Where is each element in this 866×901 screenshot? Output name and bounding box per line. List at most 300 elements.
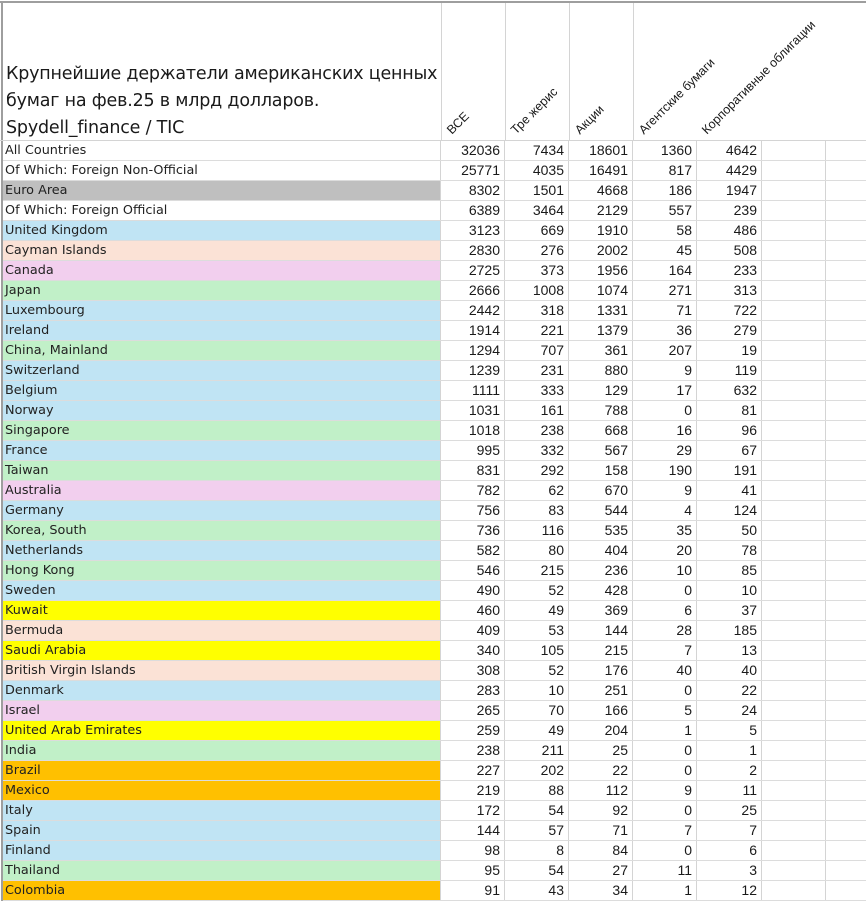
empty-cell[interactable] bbox=[826, 381, 866, 400]
treasuries-value-cell[interactable]: 292 bbox=[505, 461, 569, 480]
treasuries-value-cell[interactable]: 7434 bbox=[505, 141, 569, 160]
empty-cell[interactable] bbox=[762, 661, 826, 680]
stocks-value-cell[interactable]: 251 bbox=[569, 681, 633, 700]
empty-cell[interactable] bbox=[762, 741, 826, 760]
corporate-value-cell[interactable]: 50 bbox=[697, 521, 762, 540]
all-value-cell[interactable]: 283 bbox=[441, 681, 505, 700]
agency-value-cell[interactable]: 58 bbox=[633, 221, 697, 240]
empty-cell[interactable] bbox=[762, 721, 826, 740]
empty-cell[interactable] bbox=[762, 241, 826, 260]
table-title[interactable]: Крупнейшие держатели американских ценных бумаг на фев.25 в млрд долларов. Spydell_finance / TIC bbox=[6, 64, 438, 138]
stocks-value-cell[interactable]: 404 bbox=[569, 541, 633, 560]
treasuries-value-cell[interactable]: 215 bbox=[505, 561, 569, 580]
empty-cell[interactable] bbox=[826, 821, 866, 840]
all-value-cell[interactable]: 340 bbox=[441, 641, 505, 660]
empty-cell[interactable] bbox=[762, 481, 826, 500]
treasuries-value-cell[interactable]: 10 bbox=[505, 681, 569, 700]
stocks-value-cell[interactable]: 92 bbox=[569, 801, 633, 820]
stocks-value-cell[interactable]: 1331 bbox=[569, 301, 633, 320]
all-value-cell[interactable]: 8302 bbox=[441, 181, 505, 200]
country-name-cell[interactable]: Thailand bbox=[3, 861, 441, 880]
all-value-cell[interactable]: 1294 bbox=[441, 341, 505, 360]
empty-cell[interactable] bbox=[762, 201, 826, 220]
stocks-value-cell[interactable]: 166 bbox=[569, 701, 633, 720]
header-cell-corporate[interactable] bbox=[697, 3, 819, 141]
empty-cell[interactable] bbox=[826, 741, 866, 760]
empty-cell[interactable] bbox=[762, 761, 826, 780]
stocks-value-cell[interactable]: 144 bbox=[569, 621, 633, 640]
agency-value-cell[interactable]: 17 bbox=[633, 381, 697, 400]
corporate-value-cell[interactable]: 40 bbox=[697, 661, 762, 680]
all-value-cell[interactable]: 95 bbox=[441, 861, 505, 880]
country-name-cell[interactable]: Finland bbox=[3, 841, 441, 860]
country-name-cell[interactable]: Sweden bbox=[3, 581, 441, 600]
empty-cell[interactable] bbox=[826, 841, 866, 860]
all-value-cell[interactable]: 409 bbox=[441, 621, 505, 640]
empty-cell[interactable] bbox=[762, 541, 826, 560]
all-value-cell[interactable]: 219 bbox=[441, 781, 505, 800]
stocks-value-cell[interactable]: 1956 bbox=[569, 261, 633, 280]
all-value-cell[interactable]: 238 bbox=[441, 741, 505, 760]
empty-cell[interactable] bbox=[826, 701, 866, 720]
agency-value-cell[interactable]: 0 bbox=[633, 681, 697, 700]
country-name-cell[interactable]: Denmark bbox=[3, 681, 441, 700]
corporate-value-cell[interactable]: 632 bbox=[697, 381, 762, 400]
empty-cell[interactable] bbox=[762, 801, 826, 820]
empty-cell[interactable] bbox=[762, 521, 826, 540]
corporate-value-cell[interactable]: 4429 bbox=[697, 161, 762, 180]
agency-value-cell[interactable]: 16 bbox=[633, 421, 697, 440]
treasuries-value-cell[interactable]: 8 bbox=[505, 841, 569, 860]
stocks-value-cell[interactable]: 84 bbox=[569, 841, 633, 860]
corporate-value-cell[interactable]: 67 bbox=[697, 441, 762, 460]
all-value-cell[interactable]: 172 bbox=[441, 801, 505, 820]
empty-cell[interactable] bbox=[826, 641, 866, 660]
all-value-cell[interactable]: 1018 bbox=[441, 421, 505, 440]
empty-cell[interactable] bbox=[762, 181, 826, 200]
treasuries-value-cell[interactable]: 3464 bbox=[505, 201, 569, 220]
empty-cell[interactable] bbox=[826, 221, 866, 240]
country-name-cell[interactable]: Hong Kong bbox=[3, 561, 441, 580]
empty-cell[interactable] bbox=[826, 301, 866, 320]
treasuries-value-cell[interactable]: 332 bbox=[505, 441, 569, 460]
treasuries-value-cell[interactable]: 707 bbox=[505, 341, 569, 360]
empty-cell[interactable] bbox=[762, 641, 826, 660]
agency-value-cell[interactable]: 7 bbox=[633, 821, 697, 840]
empty-cell[interactable] bbox=[826, 601, 866, 620]
corporate-value-cell[interactable]: 1 bbox=[697, 741, 762, 760]
country-name-cell[interactable]: Ireland bbox=[3, 321, 441, 340]
treasuries-value-cell[interactable]: 4035 bbox=[505, 161, 569, 180]
country-name-cell[interactable]: Of Which: Foreign Non-Official bbox=[3, 161, 441, 180]
treasuries-value-cell[interactable]: 1501 bbox=[505, 181, 569, 200]
empty-cell[interactable] bbox=[762, 681, 826, 700]
stocks-value-cell[interactable]: 215 bbox=[569, 641, 633, 660]
empty-cell[interactable] bbox=[762, 321, 826, 340]
corporate-value-cell[interactable]: 4642 bbox=[697, 141, 762, 160]
all-value-cell[interactable]: 227 bbox=[441, 761, 505, 780]
all-value-cell[interactable]: 831 bbox=[441, 461, 505, 480]
empty-cell[interactable] bbox=[826, 781, 866, 800]
stocks-value-cell[interactable]: 1910 bbox=[569, 221, 633, 240]
stocks-value-cell[interactable]: 369 bbox=[569, 601, 633, 620]
corporate-value-cell[interactable]: 3 bbox=[697, 861, 762, 880]
all-value-cell[interactable]: 2830 bbox=[441, 241, 505, 260]
treasuries-value-cell[interactable]: 54 bbox=[505, 861, 569, 880]
all-value-cell[interactable]: 2442 bbox=[441, 301, 505, 320]
treasuries-value-cell[interactable]: 211 bbox=[505, 741, 569, 760]
all-value-cell[interactable]: 756 bbox=[441, 501, 505, 520]
agency-value-cell[interactable]: 36 bbox=[633, 321, 697, 340]
treasuries-value-cell[interactable]: 54 bbox=[505, 801, 569, 820]
all-value-cell[interactable]: 460 bbox=[441, 601, 505, 620]
corporate-value-cell[interactable]: 6 bbox=[697, 841, 762, 860]
stocks-value-cell[interactable]: 16491 bbox=[569, 161, 633, 180]
empty-cell[interactable] bbox=[762, 821, 826, 840]
empty-cell[interactable] bbox=[762, 141, 826, 160]
agency-value-cell[interactable]: 164 bbox=[633, 261, 697, 280]
stocks-value-cell[interactable]: 22 bbox=[569, 761, 633, 780]
all-value-cell[interactable]: 1111 bbox=[441, 381, 505, 400]
country-name-cell[interactable]: Bermuda bbox=[3, 621, 441, 640]
agency-value-cell[interactable]: 11 bbox=[633, 861, 697, 880]
empty-cell[interactable] bbox=[826, 141, 866, 160]
country-name-cell[interactable]: All Countries bbox=[3, 141, 441, 160]
empty-cell[interactable] bbox=[826, 401, 866, 420]
agency-value-cell[interactable]: 817 bbox=[633, 161, 697, 180]
empty-cell[interactable] bbox=[762, 781, 826, 800]
corporate-value-cell[interactable]: 1947 bbox=[697, 181, 762, 200]
empty-cell[interactable] bbox=[762, 301, 826, 320]
stocks-value-cell[interactable]: 4668 bbox=[569, 181, 633, 200]
country-name-cell[interactable]: Canada bbox=[3, 261, 441, 280]
corporate-value-cell[interactable]: 22 bbox=[697, 681, 762, 700]
corporate-value-cell[interactable]: 2 bbox=[697, 761, 762, 780]
empty-cell[interactable] bbox=[826, 261, 866, 280]
stocks-value-cell[interactable]: 27 bbox=[569, 861, 633, 880]
header-cell-treasuries[interactable] bbox=[505, 3, 570, 141]
corporate-value-cell[interactable]: 11 bbox=[697, 781, 762, 800]
corporate-value-cell[interactable]: 191 bbox=[697, 461, 762, 480]
treasuries-value-cell[interactable]: 62 bbox=[505, 481, 569, 500]
agency-value-cell[interactable]: 0 bbox=[633, 741, 697, 760]
corporate-value-cell[interactable]: 124 bbox=[697, 501, 762, 520]
country-name-cell[interactable]: Taiwan bbox=[3, 461, 441, 480]
stocks-value-cell[interactable]: 567 bbox=[569, 441, 633, 460]
country-name-cell[interactable]: Italy bbox=[3, 801, 441, 820]
treasuries-value-cell[interactable]: 52 bbox=[505, 661, 569, 680]
treasuries-value-cell[interactable]: 318 bbox=[505, 301, 569, 320]
agency-value-cell[interactable]: 190 bbox=[633, 461, 697, 480]
treasuries-value-cell[interactable]: 49 bbox=[505, 601, 569, 620]
agency-value-cell[interactable]: 45 bbox=[633, 241, 697, 260]
empty-cell[interactable] bbox=[826, 201, 866, 220]
stocks-value-cell[interactable]: 158 bbox=[569, 461, 633, 480]
empty-cell[interactable] bbox=[826, 281, 866, 300]
empty-cell[interactable] bbox=[762, 881, 826, 900]
treasuries-value-cell[interactable]: 80 bbox=[505, 541, 569, 560]
all-value-cell[interactable]: 98 bbox=[441, 841, 505, 860]
empty-cell[interactable] bbox=[826, 761, 866, 780]
all-value-cell[interactable]: 91 bbox=[441, 881, 505, 900]
agency-value-cell[interactable]: 557 bbox=[633, 201, 697, 220]
corporate-value-cell[interactable]: 10 bbox=[697, 581, 762, 600]
agency-value-cell[interactable]: 0 bbox=[633, 841, 697, 860]
treasuries-value-cell[interactable]: 57 bbox=[505, 821, 569, 840]
country-name-cell[interactable]: Cayman Islands bbox=[3, 241, 441, 260]
country-name-cell[interactable]: United Kingdom bbox=[3, 221, 441, 240]
all-value-cell[interactable]: 1239 bbox=[441, 361, 505, 380]
stocks-value-cell[interactable]: 129 bbox=[569, 381, 633, 400]
corporate-value-cell[interactable]: 37 bbox=[697, 601, 762, 620]
corporate-value-cell[interactable]: 13 bbox=[697, 641, 762, 660]
empty-cell[interactable] bbox=[762, 621, 826, 640]
treasuries-value-cell[interactable]: 105 bbox=[505, 641, 569, 660]
country-name-cell[interactable]: Spain bbox=[3, 821, 441, 840]
empty-cell[interactable] bbox=[826, 341, 866, 360]
corporate-value-cell[interactable]: 313 bbox=[697, 281, 762, 300]
corporate-value-cell[interactable]: 19 bbox=[697, 341, 762, 360]
treasuries-value-cell[interactable]: 53 bbox=[505, 621, 569, 640]
empty-cell[interactable] bbox=[826, 161, 866, 180]
agency-value-cell[interactable]: 29 bbox=[633, 441, 697, 460]
corporate-value-cell[interactable]: 7 bbox=[697, 821, 762, 840]
stocks-value-cell[interactable]: 25 bbox=[569, 741, 633, 760]
country-name-cell[interactable]: France bbox=[3, 441, 441, 460]
country-name-cell[interactable]: Kuwait bbox=[3, 601, 441, 620]
corporate-value-cell[interactable]: 279 bbox=[697, 321, 762, 340]
empty-cell[interactable] bbox=[762, 221, 826, 240]
country-name-cell[interactable]: Germany bbox=[3, 501, 441, 520]
country-name-cell[interactable]: Netherlands bbox=[3, 541, 441, 560]
empty-cell[interactable] bbox=[826, 461, 866, 480]
corporate-value-cell[interactable]: 119 bbox=[697, 361, 762, 380]
treasuries-value-cell[interactable]: 1008 bbox=[505, 281, 569, 300]
empty-cell[interactable] bbox=[826, 861, 866, 880]
all-value-cell[interactable]: 490 bbox=[441, 581, 505, 600]
treasuries-value-cell[interactable]: 276 bbox=[505, 241, 569, 260]
country-name-cell[interactable]: Australia bbox=[3, 481, 441, 500]
empty-cell[interactable] bbox=[762, 581, 826, 600]
all-value-cell[interactable]: 25771 bbox=[441, 161, 505, 180]
all-value-cell[interactable]: 995 bbox=[441, 441, 505, 460]
treasuries-value-cell[interactable]: 333 bbox=[505, 381, 569, 400]
treasuries-value-cell[interactable]: 238 bbox=[505, 421, 569, 440]
all-value-cell[interactable]: 736 bbox=[441, 521, 505, 540]
country-name-cell[interactable]: Belgium bbox=[3, 381, 441, 400]
corporate-value-cell[interactable]: 5 bbox=[697, 721, 762, 740]
agency-value-cell[interactable]: 40 bbox=[633, 661, 697, 680]
all-value-cell[interactable]: 32036 bbox=[441, 141, 505, 160]
country-name-cell[interactable]: Mexico bbox=[3, 781, 441, 800]
agency-value-cell[interactable]: 0 bbox=[633, 761, 697, 780]
agency-value-cell[interactable]: 1 bbox=[633, 721, 697, 740]
corporate-value-cell[interactable]: 722 bbox=[697, 301, 762, 320]
treasuries-value-cell[interactable]: 231 bbox=[505, 361, 569, 380]
stocks-value-cell[interactable]: 670 bbox=[569, 481, 633, 500]
empty-cell[interactable] bbox=[826, 581, 866, 600]
header-cell-stocks[interactable] bbox=[569, 3, 634, 141]
header-cell-all[interactable] bbox=[441, 3, 506, 141]
agency-value-cell[interactable]: 0 bbox=[633, 801, 697, 820]
treasuries-value-cell[interactable]: 161 bbox=[505, 401, 569, 420]
stocks-value-cell[interactable]: 236 bbox=[569, 561, 633, 580]
agency-value-cell[interactable]: 71 bbox=[633, 301, 697, 320]
agency-value-cell[interactable]: 9 bbox=[633, 361, 697, 380]
country-name-cell[interactable]: Euro Area bbox=[3, 181, 441, 200]
corporate-value-cell[interactable]: 85 bbox=[697, 561, 762, 580]
all-value-cell[interactable]: 1914 bbox=[441, 321, 505, 340]
treasuries-value-cell[interactable]: 116 bbox=[505, 521, 569, 540]
stocks-value-cell[interactable]: 18601 bbox=[569, 141, 633, 160]
agency-value-cell[interactable]: 9 bbox=[633, 781, 697, 800]
country-name-cell[interactable]: Brazil bbox=[3, 761, 441, 780]
agency-value-cell[interactable]: 10 bbox=[633, 561, 697, 580]
corporate-value-cell[interactable]: 185 bbox=[697, 621, 762, 640]
treasuries-value-cell[interactable]: 70 bbox=[505, 701, 569, 720]
empty-cell[interactable] bbox=[762, 261, 826, 280]
agency-value-cell[interactable]: 207 bbox=[633, 341, 697, 360]
empty-cell[interactable] bbox=[762, 441, 826, 460]
treasuries-value-cell[interactable]: 83 bbox=[505, 501, 569, 520]
stocks-value-cell[interactable]: 1379 bbox=[569, 321, 633, 340]
stocks-value-cell[interactable]: 535 bbox=[569, 521, 633, 540]
all-value-cell[interactable]: 308 bbox=[441, 661, 505, 680]
empty-cell[interactable] bbox=[826, 721, 866, 740]
stocks-value-cell[interactable]: 1074 bbox=[569, 281, 633, 300]
agency-value-cell[interactable]: 5 bbox=[633, 701, 697, 720]
corporate-value-cell[interactable]: 78 bbox=[697, 541, 762, 560]
agency-value-cell[interactable]: 7 bbox=[633, 641, 697, 660]
all-value-cell[interactable]: 3123 bbox=[441, 221, 505, 240]
corporate-value-cell[interactable]: 41 bbox=[697, 481, 762, 500]
country-name-cell[interactable]: Saudi Arabia bbox=[3, 641, 441, 660]
country-name-cell[interactable]: British Virgin Islands bbox=[3, 661, 441, 680]
corporate-value-cell[interactable]: 81 bbox=[697, 401, 762, 420]
corporate-value-cell[interactable]: 508 bbox=[697, 241, 762, 260]
agency-value-cell[interactable]: 186 bbox=[633, 181, 697, 200]
empty-cell[interactable] bbox=[762, 461, 826, 480]
treasuries-value-cell[interactable]: 49 bbox=[505, 721, 569, 740]
stocks-value-cell[interactable]: 880 bbox=[569, 361, 633, 380]
stocks-value-cell[interactable]: 34 bbox=[569, 881, 633, 900]
all-value-cell[interactable]: 546 bbox=[441, 561, 505, 580]
empty-cell[interactable] bbox=[826, 501, 866, 520]
agency-value-cell[interactable]: 1 bbox=[633, 881, 697, 900]
country-name-cell[interactable]: Switzerland bbox=[3, 361, 441, 380]
country-name-cell[interactable]: Luxembourg bbox=[3, 301, 441, 320]
stocks-value-cell[interactable]: 788 bbox=[569, 401, 633, 420]
country-name-cell[interactable]: Korea, South bbox=[3, 521, 441, 540]
empty-cell[interactable] bbox=[826, 441, 866, 460]
treasuries-value-cell[interactable]: 373 bbox=[505, 261, 569, 280]
empty-cell[interactable] bbox=[826, 881, 866, 900]
agency-value-cell[interactable]: 35 bbox=[633, 521, 697, 540]
stocks-value-cell[interactable]: 176 bbox=[569, 661, 633, 680]
all-value-cell[interactable]: 2725 bbox=[441, 261, 505, 280]
agency-value-cell[interactable]: 6 bbox=[633, 601, 697, 620]
all-value-cell[interactable]: 6389 bbox=[441, 201, 505, 220]
all-value-cell[interactable]: 2666 bbox=[441, 281, 505, 300]
stocks-value-cell[interactable]: 361 bbox=[569, 341, 633, 360]
country-name-cell[interactable]: Singapore bbox=[3, 421, 441, 440]
country-name-cell[interactable]: United Arab Emirates bbox=[3, 721, 441, 740]
empty-cell[interactable] bbox=[826, 521, 866, 540]
empty-cell[interactable] bbox=[762, 341, 826, 360]
all-value-cell[interactable]: 144 bbox=[441, 821, 505, 840]
country-name-cell[interactable]: Israel bbox=[3, 701, 441, 720]
corporate-value-cell[interactable]: 25 bbox=[697, 801, 762, 820]
all-value-cell[interactable]: 782 bbox=[441, 481, 505, 500]
agency-value-cell[interactable]: 271 bbox=[633, 281, 697, 300]
empty-cell[interactable] bbox=[826, 621, 866, 640]
empty-cell[interactable] bbox=[762, 381, 826, 400]
corporate-value-cell[interactable]: 233 bbox=[697, 261, 762, 280]
stocks-value-cell[interactable]: 204 bbox=[569, 721, 633, 740]
treasuries-value-cell[interactable]: 88 bbox=[505, 781, 569, 800]
country-name-cell[interactable]: Japan bbox=[3, 281, 441, 300]
stocks-value-cell[interactable]: 71 bbox=[569, 821, 633, 840]
treasuries-value-cell[interactable]: 202 bbox=[505, 761, 569, 780]
empty-cell[interactable] bbox=[826, 681, 866, 700]
agency-value-cell[interactable]: 28 bbox=[633, 621, 697, 640]
corporate-value-cell[interactable]: 24 bbox=[697, 701, 762, 720]
empty-cell[interactable] bbox=[762, 421, 826, 440]
agency-value-cell[interactable]: 20 bbox=[633, 541, 697, 560]
all-value-cell[interactable]: 259 bbox=[441, 721, 505, 740]
empty-cell[interactable] bbox=[826, 481, 866, 500]
agency-value-cell[interactable]: 0 bbox=[633, 401, 697, 420]
stocks-value-cell[interactable]: 2002 bbox=[569, 241, 633, 260]
empty-cell[interactable] bbox=[762, 501, 826, 520]
stocks-value-cell[interactable]: 544 bbox=[569, 501, 633, 520]
agency-value-cell[interactable]: 9 bbox=[633, 481, 697, 500]
stocks-value-cell[interactable]: 668 bbox=[569, 421, 633, 440]
empty-cell[interactable] bbox=[826, 421, 866, 440]
corporate-value-cell[interactable]: 12 bbox=[697, 881, 762, 900]
all-value-cell[interactable]: 1031 bbox=[441, 401, 505, 420]
agency-value-cell[interactable]: 4 bbox=[633, 501, 697, 520]
empty-cell[interactable] bbox=[826, 801, 866, 820]
empty-cell[interactable] bbox=[762, 861, 826, 880]
treasuries-value-cell[interactable]: 43 bbox=[505, 881, 569, 900]
treasuries-value-cell[interactable]: 52 bbox=[505, 581, 569, 600]
empty-cell[interactable] bbox=[762, 401, 826, 420]
empty-cell[interactable] bbox=[826, 661, 866, 680]
empty-cell[interactable] bbox=[762, 841, 826, 860]
treasuries-value-cell[interactable]: 669 bbox=[505, 221, 569, 240]
country-name-cell[interactable]: India bbox=[3, 741, 441, 760]
country-name-cell[interactable]: China, Mainland bbox=[3, 341, 441, 360]
agency-value-cell[interactable]: 0 bbox=[633, 581, 697, 600]
stocks-value-cell[interactable]: 112 bbox=[569, 781, 633, 800]
country-name-cell[interactable]: Colombia bbox=[3, 881, 441, 900]
empty-cell[interactable] bbox=[826, 561, 866, 580]
stocks-value-cell[interactable]: 428 bbox=[569, 581, 633, 600]
empty-cell[interactable] bbox=[826, 241, 866, 260]
empty-cell[interactable] bbox=[826, 181, 866, 200]
corporate-value-cell[interactable]: 239 bbox=[697, 201, 762, 220]
empty-cell[interactable] bbox=[826, 361, 866, 380]
empty-cell[interactable] bbox=[762, 701, 826, 720]
empty-cell[interactable] bbox=[762, 161, 826, 180]
country-name-cell[interactable]: Norway bbox=[3, 401, 441, 420]
empty-cell[interactable] bbox=[762, 281, 826, 300]
agency-value-cell[interactable]: 1360 bbox=[633, 141, 697, 160]
header-cell-agency[interactable] bbox=[633, 3, 718, 141]
all-value-cell[interactable]: 582 bbox=[441, 541, 505, 560]
stocks-value-cell[interactable]: 2129 bbox=[569, 201, 633, 220]
